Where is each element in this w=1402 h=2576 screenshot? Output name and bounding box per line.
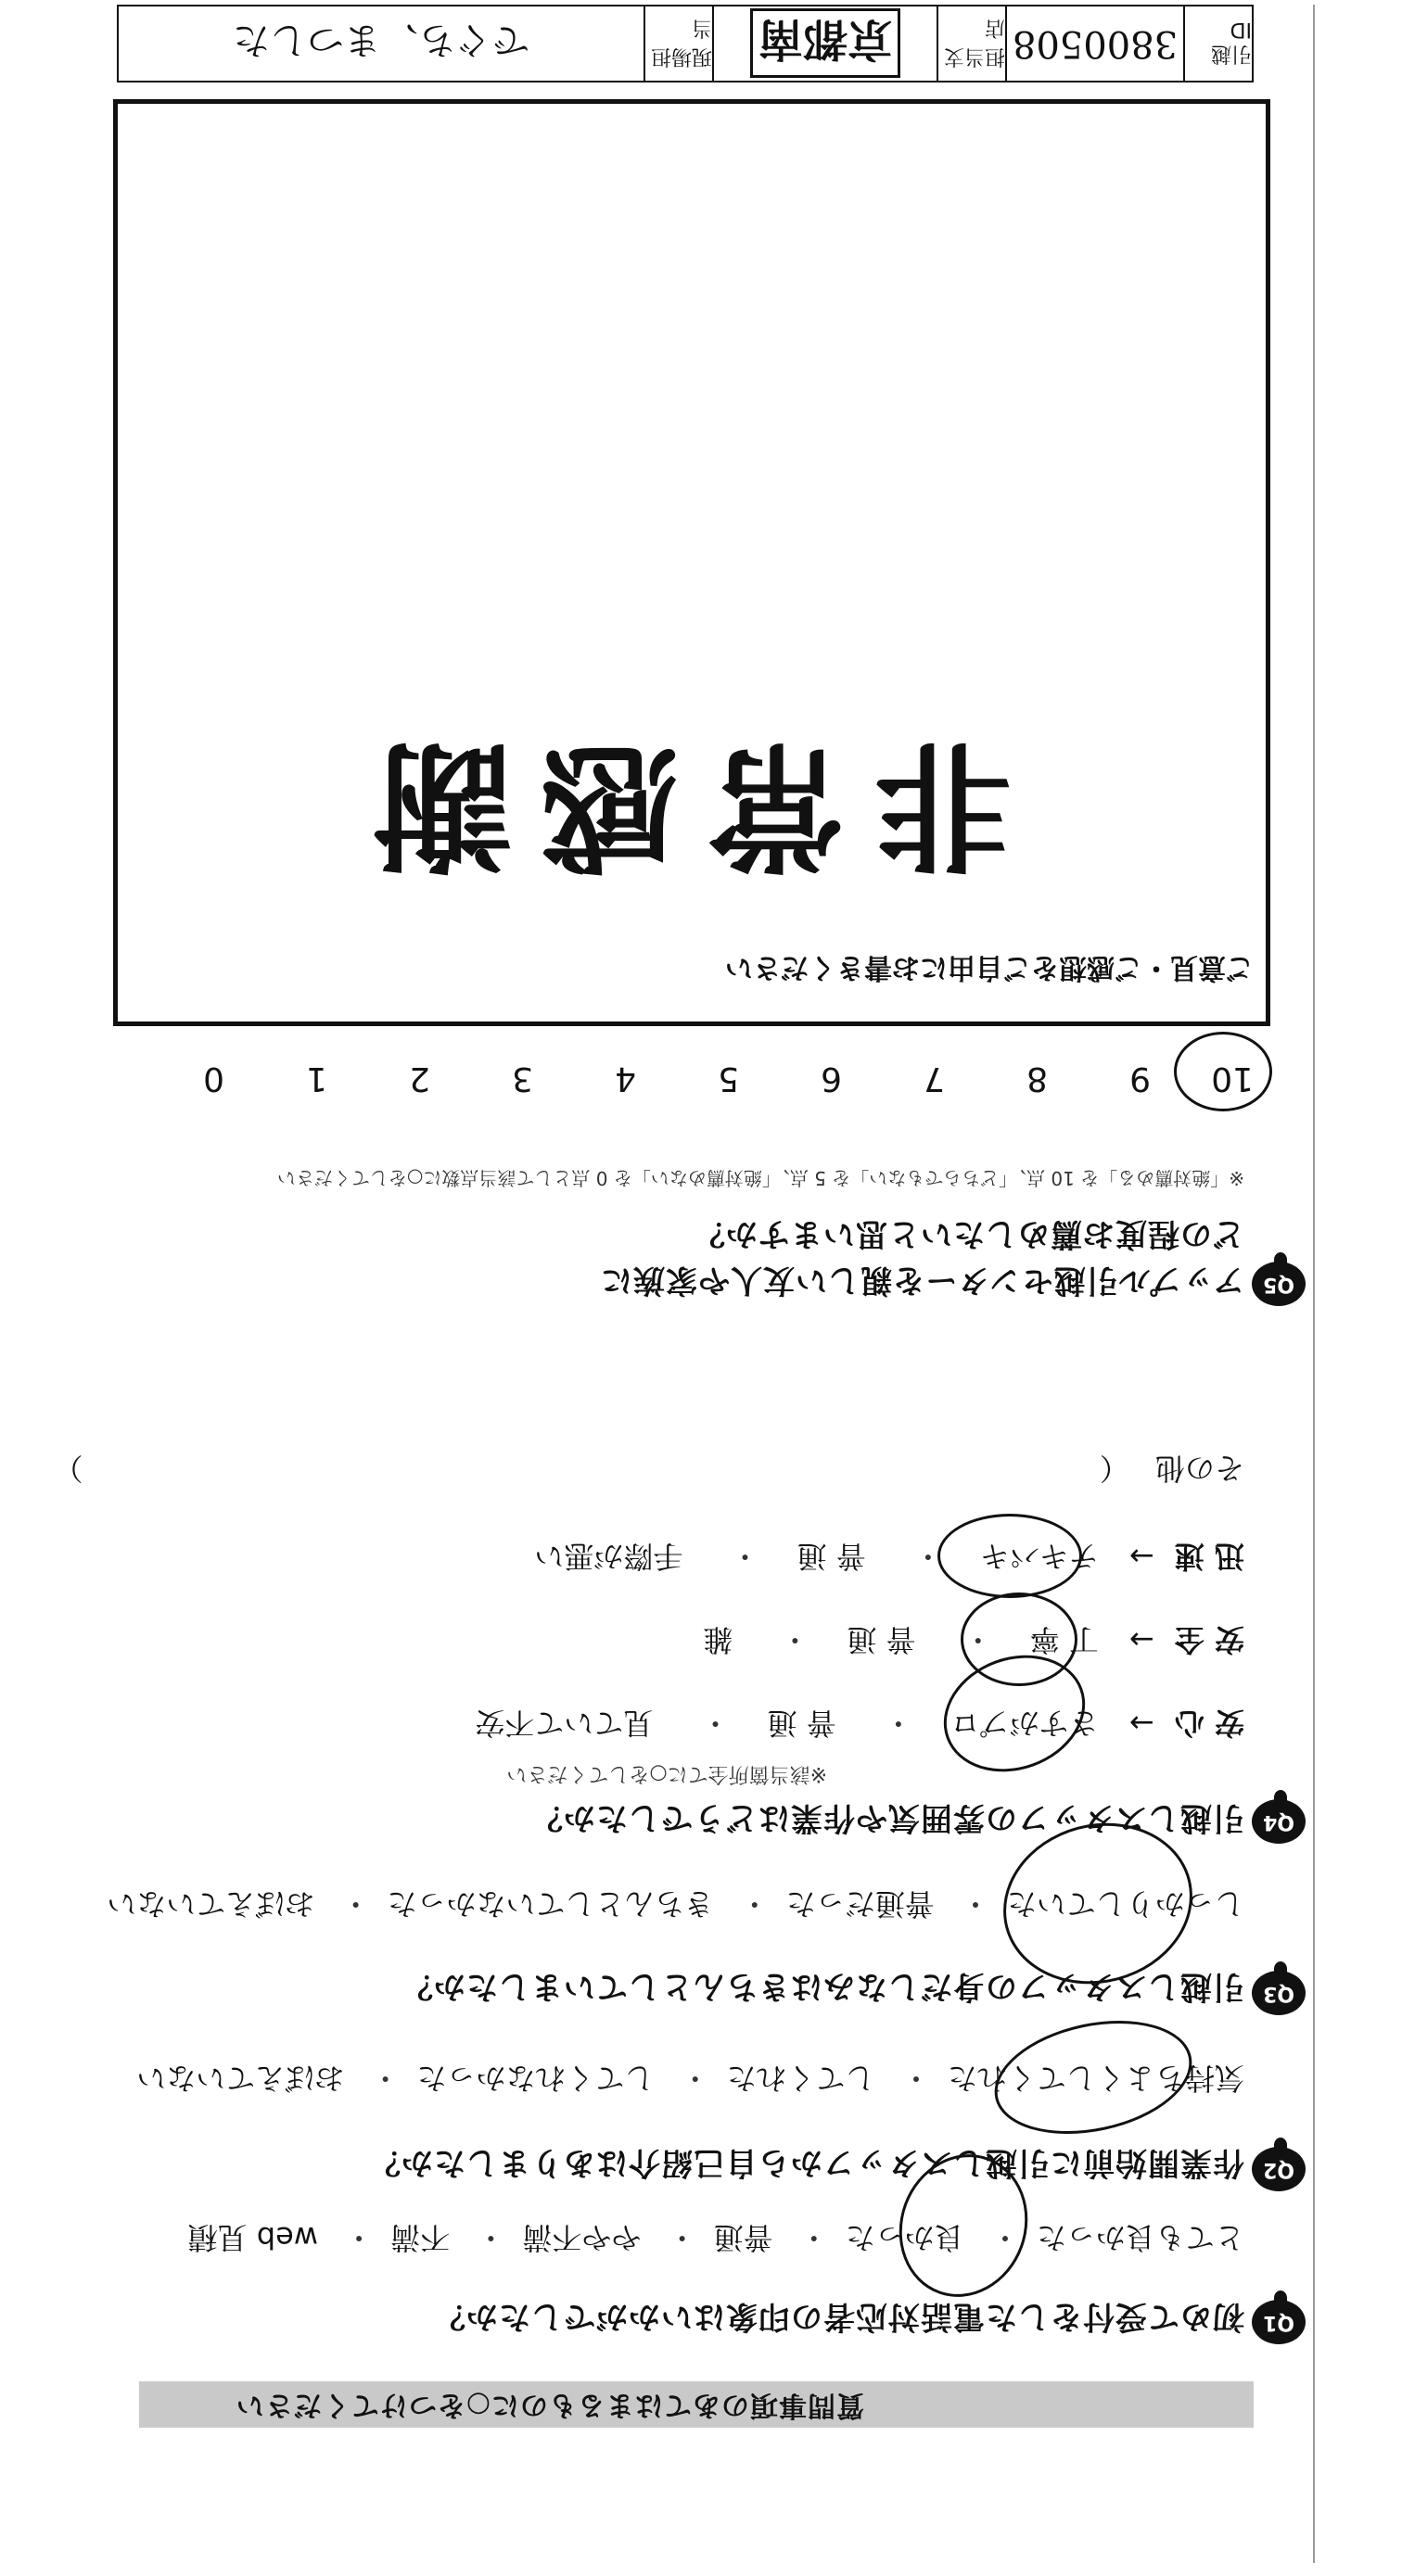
move-id-label: 引越 ID (1183, 6, 1252, 81)
q4-row-anshin: 安 心→ さすがプロ・ 普 通・ 見ていて不安 (475, 1706, 1244, 1741)
q2-option[interactable]: してくれた (726, 2061, 875, 2096)
q5-score-option[interactable]: 4 (615, 1060, 636, 1098)
q1-option[interactable]: やや不満 (522, 2220, 642, 2255)
q5-score-option-selected[interactable]: 10 (1211, 1060, 1254, 1098)
q2-option-selected[interactable]: 気持ちよくしてくれた (947, 2061, 1244, 2096)
q4-row-jinsoku: 迅 速→ テキパキ・ 普 通・ 手際が悪い (534, 1539, 1244, 1574)
q4-anzen-circle (961, 1593, 1077, 1686)
q2-option[interactable]: おぼえていない (136, 2061, 345, 2096)
q2-badge-icon: Q2 (1252, 2147, 1306, 2191)
q1-option[interactable]: web 見積 (187, 2220, 318, 2255)
q4-anzen-option[interactable]: 普 通 (847, 1622, 916, 1657)
q4-anshin-option[interactable]: 普 通 (767, 1706, 836, 1741)
q3-option-selected[interactable]: しっかりしていた (1006, 1886, 1244, 1922)
q1-option[interactable]: とても良かった (1036, 2220, 1244, 2255)
q4-anshin-option[interactable]: 見ていて不安 (475, 1706, 654, 1741)
q1-option-selected[interactable]: 良かった (845, 2220, 964, 2255)
q4-anshin-selected[interactable]: さすがプロ (950, 1706, 1099, 1741)
q4-note: ※該当箇所全てに○をしてください (506, 1762, 827, 1785)
instruction-header (139, 2381, 1254, 2428)
q4-badge-icon: Q4 (1252, 1799, 1306, 1844)
q5-score-option[interactable]: 1 (306, 1060, 327, 1098)
q5-question-line2: どの程度お薦めしたいと思いますか？ (693, 1215, 1244, 1252)
q1-option[interactable]: 普通 (713, 2220, 773, 2255)
q4-anzen-selected[interactable]: 丁 寧 (1029, 1622, 1099, 1657)
handwritten-comment: 非常感謝 (344, 723, 1013, 886)
q4-question: 引越しスタッフの雰囲気や作業はどうでしたか？ (530, 1799, 1244, 1836)
q3-option[interactable]: きちんとしていなかった (387, 1886, 714, 1922)
q5-score-option[interactable]: 2 (409, 1060, 430, 1098)
q3-badge-icon: Q3 (1252, 1971, 1306, 2015)
q3-option[interactable]: おぼえていない (107, 1886, 315, 1922)
q3-options: しっかりしていた・ 普通だった・ きちんとしていなかった・ おぼえていない (107, 1886, 1244, 1922)
q4-jinsoku-selected[interactable]: テキパキ (979, 1539, 1099, 1574)
q5-score-option[interactable]: 9 (1129, 1060, 1151, 1098)
branch-label: 担当支店 (937, 6, 1005, 81)
q5-badge-icon: Q5 (1252, 1262, 1306, 1306)
q5-score-option[interactable]: 0 (203, 1060, 224, 1098)
q5-note: ※「絶対薦める」を 10 点、「どちらでもない」を 5 点、「絶対薦めない」を 0 点として該当点数に○をしてください (276, 1167, 1244, 1189)
q3-question: 引越しスタッフの身だしなみはきちんとしていましたか？ (401, 1968, 1244, 2005)
instruction-text: 質問事項のあてはまるものに○をつけてください (235, 2389, 864, 2421)
q5-score-scale (121, 1060, 1254, 1098)
branch-stamp: 京都南 (712, 6, 937, 81)
q5-question-line1: アップル引越センターを親しい友人や家族に (600, 1262, 1244, 1299)
q5-score-option[interactable]: 5 (718, 1060, 739, 1098)
comment-label: ご意見・ご感想をご自由にお書きください (725, 951, 1254, 983)
q5-score-option[interactable]: 3 (512, 1060, 533, 1098)
q1-badge-icon: Q1 (1252, 2300, 1306, 2344)
q5-score-option[interactable]: 8 (1026, 1060, 1048, 1098)
q4-jinsoku-option[interactable]: 普 通 (797, 1539, 866, 1574)
q2-options: 気持ちよくしてくれた・ してくれた・ してくれなかった・ おぼえていない (136, 2061, 1244, 2096)
q4-anzen-option[interactable]: 雑 (703, 1622, 733, 1657)
q1-option[interactable]: 不満 (390, 2220, 451, 2255)
q1-question: 初めて受付をした電話対応者の印象はいかがでしたか？ (433, 2298, 1244, 2335)
staff-value: でぐち、まつした (233, 19, 529, 62)
q2-question: 作業開始前に引越しスタッフから自己紹介はありましたか？ (368, 2144, 1244, 2181)
move-id-value: 3800508 (1005, 6, 1183, 81)
q4-jinsoku-option[interactable]: 手際が悪い (534, 1539, 683, 1574)
q5-score-option[interactable]: 6 (821, 1060, 842, 1098)
q4-other: その他 （ ） (53, 1451, 1244, 1486)
footer-info-table (117, 5, 1254, 82)
q2-option[interactable]: してくれなかった (416, 2061, 655, 2096)
q4-other-label: その他 (1154, 1451, 1244, 1486)
q5-answer-circle (1174, 1032, 1272, 1111)
q1-options: とても良かった・ 良かった・ 普通・ やや不満・ 不満・ web 見積 (187, 2220, 1244, 2255)
q3-option[interactable]: 普通だった (785, 1886, 935, 1922)
q4-row-anzen: 安 全→ 丁 寧・ 普 通・ 雑 (703, 1622, 1244, 1657)
q4-jinsoku-circle (937, 1514, 1082, 1598)
staff-label: 現場担当 (644, 6, 712, 81)
q5-score-option[interactable]: 7 (924, 1060, 945, 1098)
